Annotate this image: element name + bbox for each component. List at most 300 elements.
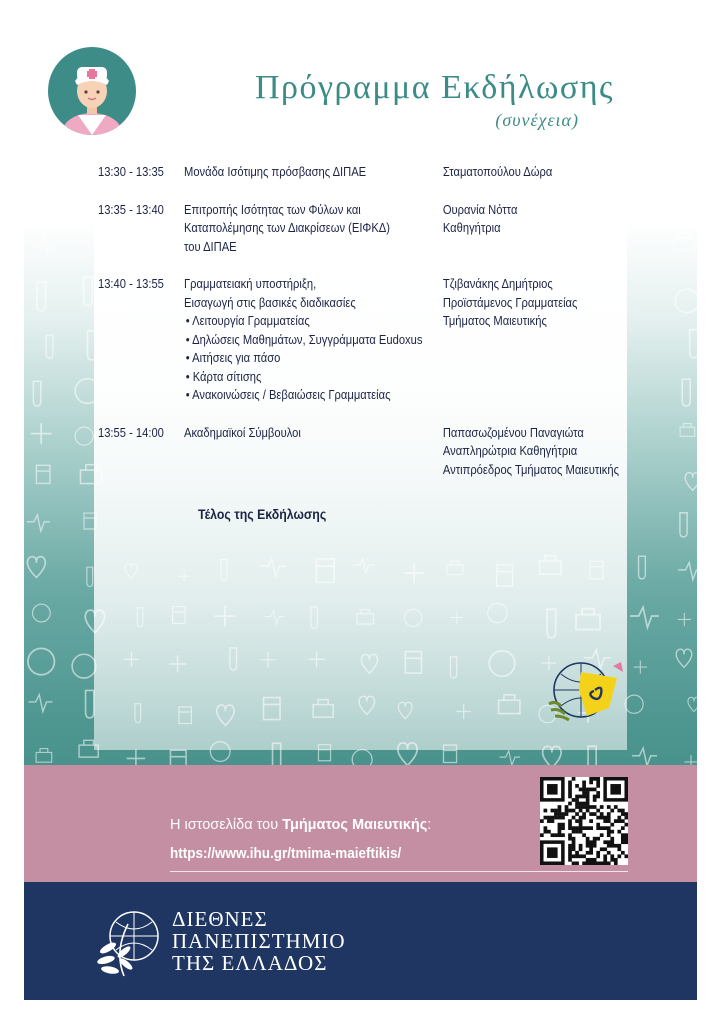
qr-module xyxy=(586,791,590,795)
qr-module xyxy=(610,837,614,841)
qr-module xyxy=(554,816,558,820)
qr-module xyxy=(561,826,565,830)
qr-module xyxy=(600,812,604,816)
description-line: • Κάρτα σίτισης xyxy=(185,368,262,384)
speaker-line: Τζιβανάκης Δημήτριος xyxy=(442,276,553,291)
qr-module xyxy=(568,791,572,795)
pattern-icon xyxy=(678,563,697,580)
qr-module xyxy=(621,840,625,844)
schedule-time: 13:55 - 14:00 xyxy=(98,424,164,440)
qr-module xyxy=(586,837,590,841)
university-band xyxy=(24,882,697,1000)
qr-module xyxy=(596,854,600,858)
qr-module xyxy=(572,777,576,781)
description-line: Καταπολέμησης των Διακρίσεων (ΕΙΦΚΔ) xyxy=(184,220,390,235)
qr-module xyxy=(582,826,586,830)
schedule-description xyxy=(184,424,442,443)
qr-module xyxy=(551,833,555,837)
qr-module xyxy=(572,854,576,858)
schedule-time: 13:30 - 13:35 xyxy=(98,164,164,179)
qr-module xyxy=(575,819,579,823)
pattern-icon xyxy=(27,557,45,578)
qr-module xyxy=(558,833,562,837)
qr-module xyxy=(572,830,576,834)
description-line: Επιτροπής Ισότητας των Φύλων και xyxy=(184,201,361,217)
qr-module xyxy=(575,826,579,830)
qr-finder xyxy=(547,847,558,858)
qr-module xyxy=(624,823,628,827)
qr-module xyxy=(540,833,544,837)
qr-module xyxy=(568,854,572,858)
poster xyxy=(24,30,697,1000)
qr-module xyxy=(582,854,586,858)
pattern-icon xyxy=(686,187,695,216)
qr-module xyxy=(621,809,625,813)
qr-module xyxy=(568,802,572,806)
qr-module xyxy=(593,861,597,865)
qr-module xyxy=(589,847,593,851)
qr-module xyxy=(596,777,600,781)
qr-module xyxy=(572,837,576,841)
pattern-icon xyxy=(627,99,642,112)
qr-module xyxy=(603,861,607,865)
qr-module xyxy=(610,840,614,844)
qr-module xyxy=(607,844,611,848)
qr-module xyxy=(568,788,572,792)
qr-module xyxy=(596,823,600,827)
end-note: Τέλος της Εκδήλωσης xyxy=(198,506,327,522)
qr-module xyxy=(568,858,572,862)
pattern-icon xyxy=(36,749,52,763)
website-label-suffix: : xyxy=(427,817,432,833)
description-line: • Δηλώσεις Μαθημάτων, Συγγράμματα Eudoxus xyxy=(185,331,423,347)
pattern-icon xyxy=(37,282,46,311)
qr-module xyxy=(600,847,604,851)
qr-module xyxy=(596,816,600,820)
qr-module xyxy=(568,847,572,851)
qr-module xyxy=(575,805,579,809)
qr-finder xyxy=(610,784,621,795)
schedule-row xyxy=(98,424,619,477)
qr-module xyxy=(586,844,590,848)
qr-module xyxy=(572,798,576,802)
qr-module xyxy=(579,847,583,851)
qr-module xyxy=(565,805,569,809)
speaker-line: Τμήματος Μαιευτικής xyxy=(442,313,547,328)
qr-module xyxy=(547,819,551,823)
qr-module xyxy=(565,809,569,813)
qr-module xyxy=(579,788,583,792)
qr-module xyxy=(568,809,572,813)
university-name-line-1: ΔΙΕΘΝΕΣ xyxy=(172,907,268,931)
pattern-icon xyxy=(630,607,659,627)
programme-panel xyxy=(24,30,697,765)
qr-module xyxy=(624,833,628,837)
schedule-table xyxy=(98,163,619,477)
description-line: Μονάδα Ισότιμης πρόσβασης ΔΙΠΑΕ xyxy=(184,164,367,179)
qr-module xyxy=(582,805,586,809)
qr-module xyxy=(558,809,562,813)
qr-module xyxy=(544,816,548,820)
pattern-icon xyxy=(352,750,372,765)
qr-module xyxy=(547,816,551,820)
pattern-icon xyxy=(36,465,50,483)
pattern-icon xyxy=(75,427,93,445)
qr-module xyxy=(610,854,614,858)
qr-module xyxy=(593,795,597,799)
qr-module xyxy=(582,802,586,806)
qr-module xyxy=(614,858,618,862)
university-name-line-3: ΤΗΣ ΕΛΛΑΔΟΣ xyxy=(172,951,328,975)
pattern-icon xyxy=(689,106,695,126)
qr-module xyxy=(589,805,593,809)
qr-module xyxy=(603,847,607,851)
qr-module xyxy=(579,826,583,830)
qr-module xyxy=(544,809,548,813)
qr-module xyxy=(551,809,555,813)
qr-module xyxy=(579,854,583,858)
qr-module xyxy=(561,816,565,820)
qr-module xyxy=(568,833,572,837)
qr-module xyxy=(593,788,597,792)
nurse-avatar-icon xyxy=(48,47,136,135)
qr-module xyxy=(600,816,604,820)
qr-module xyxy=(593,844,597,848)
pattern-icon xyxy=(28,648,54,674)
qr-module xyxy=(572,840,576,844)
schedule-row xyxy=(98,201,562,257)
pattern-icon xyxy=(46,335,53,358)
pattern-icon xyxy=(688,697,697,711)
qr-module xyxy=(596,809,600,813)
qr-module xyxy=(607,851,611,855)
qr-module xyxy=(607,833,611,837)
qr-module xyxy=(596,781,600,785)
qr-module xyxy=(561,833,565,837)
page-title: Πρόγραμμα Εκδήλωσης xyxy=(255,69,614,106)
qr-module xyxy=(593,840,597,844)
qr-module xyxy=(589,861,593,865)
schedule-time: 13:35 - 13:40 xyxy=(98,201,164,217)
qr-module xyxy=(617,809,621,813)
qr-module xyxy=(582,812,586,816)
qr-module xyxy=(617,830,621,834)
qr-module xyxy=(624,816,628,820)
university-logo-icon xyxy=(94,902,162,980)
qr-module xyxy=(621,819,625,823)
qr-module xyxy=(565,812,569,816)
qr-module xyxy=(589,840,593,844)
qr-module xyxy=(586,805,590,809)
qr-module xyxy=(621,833,625,837)
qr-module xyxy=(579,802,583,806)
qr-module xyxy=(617,847,621,851)
qr-module xyxy=(603,819,607,823)
qr-module xyxy=(603,840,607,844)
qr-module xyxy=(617,816,621,820)
pattern-icon xyxy=(634,661,647,674)
qr-module xyxy=(568,784,572,788)
qr-module xyxy=(586,826,590,830)
qr-module xyxy=(551,816,555,820)
speaker-line: Σταματοπούλου Δώρα xyxy=(442,164,553,179)
qr-module xyxy=(624,840,628,844)
qr-module xyxy=(607,805,611,809)
qr-module xyxy=(589,858,593,862)
qr-module xyxy=(568,819,572,823)
qr-module xyxy=(593,812,597,816)
pattern-icon xyxy=(680,513,687,537)
pattern-icon xyxy=(677,59,695,77)
qr-module xyxy=(614,819,618,823)
schedule-speaker xyxy=(443,424,632,480)
schedule-description xyxy=(184,163,442,182)
qr-module xyxy=(579,819,583,823)
pattern-icon xyxy=(29,194,46,211)
qr-module xyxy=(607,819,611,823)
qr-module xyxy=(558,816,562,820)
qr-module xyxy=(589,788,593,792)
qr-module xyxy=(586,840,590,844)
pattern-icon xyxy=(684,755,697,765)
qr-module xyxy=(593,798,597,802)
qr-module xyxy=(589,777,593,781)
qr-module xyxy=(547,830,551,834)
pattern-icon xyxy=(87,567,93,586)
qr-module xyxy=(579,816,583,820)
qr-module xyxy=(568,823,572,827)
qr-module xyxy=(624,854,628,858)
qr-module xyxy=(579,805,583,809)
pattern-icon xyxy=(678,613,691,626)
schedule-row xyxy=(98,163,562,182)
qr-module xyxy=(575,802,579,806)
qr-module xyxy=(572,809,576,813)
pattern-icon xyxy=(625,695,643,713)
qr-module xyxy=(593,777,597,781)
speaker-line: Αναπληρώτρια Καθηγήτρια xyxy=(442,443,578,458)
qr-module xyxy=(596,837,600,841)
qr-module xyxy=(568,851,572,855)
qr-module xyxy=(621,837,625,841)
qr-module xyxy=(617,844,621,848)
qr-module xyxy=(544,826,548,830)
schedule-description xyxy=(184,201,442,257)
qr-module xyxy=(586,809,590,813)
qr-module xyxy=(586,788,590,792)
qr-module xyxy=(610,809,614,813)
qr-module xyxy=(561,812,565,816)
schedule-speaker xyxy=(443,163,632,182)
pattern-icon xyxy=(674,233,694,251)
pattern-icon xyxy=(84,185,92,212)
qr-module xyxy=(572,847,576,851)
qr-module xyxy=(568,837,572,841)
qr-module xyxy=(579,795,583,799)
pattern-icon xyxy=(34,238,56,254)
qr-module xyxy=(579,809,583,813)
pattern-icon xyxy=(675,289,697,313)
website-label-prefix: Η ιστοσελίδα του xyxy=(170,817,283,833)
qr-module xyxy=(586,795,590,799)
schedule-speaker xyxy=(443,201,632,238)
qr-module xyxy=(621,812,625,816)
description-line: Γραμματειακή υποστήριξη, xyxy=(184,276,317,291)
qr-module xyxy=(575,854,579,858)
qr-module xyxy=(589,826,593,830)
qr-module xyxy=(600,805,604,809)
qr-module xyxy=(589,781,593,785)
qr-module xyxy=(589,819,593,823)
pattern-icon xyxy=(84,277,93,306)
qr-module xyxy=(614,805,618,809)
qr-module xyxy=(603,858,607,862)
qr-module xyxy=(593,858,597,862)
qr-module xyxy=(621,826,625,830)
qr-module xyxy=(617,854,621,858)
pattern-icon xyxy=(31,423,52,444)
qr-module xyxy=(610,823,614,827)
pattern-icon xyxy=(170,750,186,765)
qr-code-icon[interactable] xyxy=(540,777,628,865)
qr-module xyxy=(568,781,572,785)
pattern-icon xyxy=(33,604,51,622)
qr-module xyxy=(572,826,576,830)
qr-module xyxy=(572,816,576,820)
qr-module xyxy=(586,861,590,865)
qr-module xyxy=(607,830,611,834)
website-label-department: Τμήματος Μαιευτικής xyxy=(282,817,428,833)
qr-module xyxy=(582,784,586,788)
qr-module xyxy=(586,798,590,802)
qr-module xyxy=(624,812,628,816)
qr-module xyxy=(575,795,579,799)
description-line: του ΔΙΠΑΕ xyxy=(184,238,237,254)
qr-module xyxy=(582,833,586,837)
qr-module xyxy=(582,861,586,865)
qr-module xyxy=(554,812,558,816)
pattern-icon xyxy=(127,749,145,765)
qr-module xyxy=(579,830,583,834)
pattern-icon xyxy=(630,59,643,72)
description-line: • Αιτήσεις για πάσο xyxy=(185,350,281,365)
website-band xyxy=(24,765,697,882)
qr-module xyxy=(596,791,600,795)
speaker-line: Αντιπρόεδρος Τμήματος Μαιευτικής xyxy=(442,461,619,477)
description-line: Ακαδημαϊκοί Σύμβουλοι xyxy=(184,424,301,440)
schedule-row xyxy=(98,275,578,405)
qr-module xyxy=(558,830,562,834)
qr-module xyxy=(614,861,618,865)
description-line: • Λειτουργία Γραμματείας xyxy=(185,313,310,328)
qr-module xyxy=(582,788,586,792)
qr-module xyxy=(582,791,586,795)
pattern-icon xyxy=(632,748,657,765)
qr-module xyxy=(603,826,607,830)
qr-module xyxy=(579,823,583,827)
qr-module xyxy=(607,861,611,865)
qr-module xyxy=(582,795,586,799)
qr-module xyxy=(568,844,572,848)
speaker-line: Καθηγήτρια xyxy=(442,220,501,235)
qr-module xyxy=(596,795,600,799)
pattern-icon xyxy=(676,649,692,667)
qr-module xyxy=(558,823,562,827)
qr-module xyxy=(575,861,579,865)
schedule-speaker xyxy=(443,275,632,331)
qr-module xyxy=(600,861,604,865)
qr-module xyxy=(558,826,562,830)
qr-module xyxy=(593,837,597,841)
pattern-icon xyxy=(33,381,40,406)
qr-module xyxy=(596,826,600,830)
pattern-icon xyxy=(28,695,52,712)
university-name xyxy=(172,908,346,974)
qr-module xyxy=(586,858,590,862)
pattern-icon xyxy=(86,690,94,717)
qr-module xyxy=(589,851,593,855)
qr-module xyxy=(558,805,562,809)
qr-module xyxy=(603,816,607,820)
pattern-icon xyxy=(79,147,94,162)
qr-module xyxy=(607,812,611,816)
pattern-icon xyxy=(33,102,47,121)
qr-module xyxy=(575,784,579,788)
qr-module xyxy=(561,823,565,827)
pattern-icon xyxy=(690,330,697,358)
page-subtitle: (συνέχεια) xyxy=(495,110,579,130)
qr-module xyxy=(589,844,593,848)
qr-module xyxy=(617,819,621,823)
qr-finder xyxy=(547,784,558,795)
qr-module xyxy=(575,798,579,802)
schedule-time: 13:40 - 13:55 xyxy=(98,276,164,291)
qr-module xyxy=(544,830,548,834)
qr-module xyxy=(582,816,586,820)
pattern-icon xyxy=(680,424,695,437)
qr-module xyxy=(568,795,572,799)
qr-module xyxy=(540,819,544,823)
qr-module xyxy=(593,805,597,809)
qr-module xyxy=(589,812,593,816)
speaker-line: Παπασωζομένου Παναγιώτα xyxy=(442,424,584,440)
qr-module xyxy=(572,844,576,848)
qr-module xyxy=(621,851,625,855)
pattern-icon xyxy=(685,473,697,491)
pattern-icon xyxy=(41,51,47,72)
qr-module xyxy=(610,844,614,848)
pattern-icon xyxy=(72,654,96,678)
qr-module xyxy=(568,826,572,830)
qr-module xyxy=(614,844,618,848)
description-line: • Ανακοινώσεις / Βεβαιώσεις Γραμματείας xyxy=(185,387,391,402)
qr-module xyxy=(610,830,614,834)
qr-module xyxy=(586,851,590,855)
qr-module xyxy=(579,844,583,848)
qr-module xyxy=(558,812,562,816)
qr-module xyxy=(600,833,604,837)
pattern-icon xyxy=(682,379,690,406)
website-underline xyxy=(170,871,628,872)
qr-module xyxy=(575,812,579,816)
pattern-icon xyxy=(673,147,691,160)
qr-module xyxy=(596,861,600,865)
qr-module xyxy=(607,826,611,830)
qr-module xyxy=(554,833,558,837)
website-link[interactable]: https://www.ihu.gr/tmima-maieftikis/ xyxy=(170,845,402,862)
qr-module xyxy=(582,781,586,785)
website-label xyxy=(170,817,431,833)
